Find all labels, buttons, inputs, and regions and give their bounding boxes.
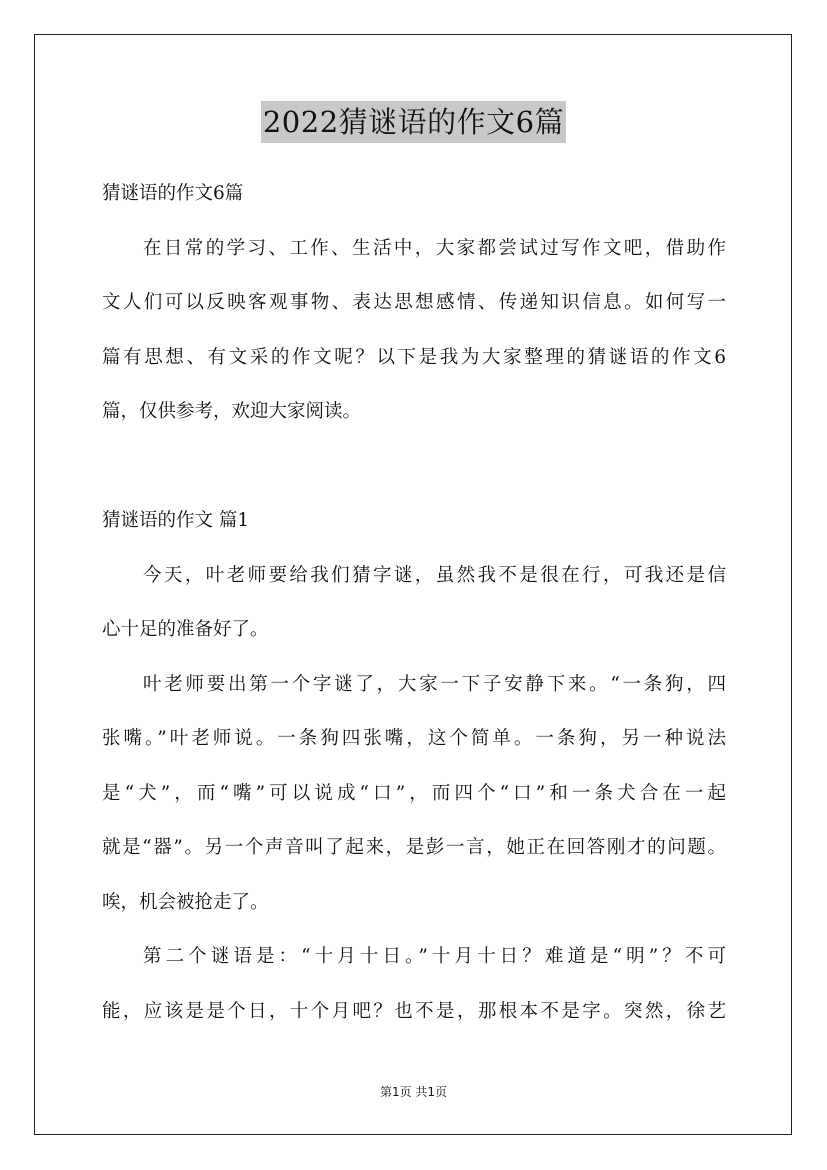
paragraph-line: 就是“器”。另一个声音叫了起来，是彭一言，她正在回答刚才的问题。: [102, 837, 726, 858]
paragraph-line: 心十足的准备好了。: [102, 619, 269, 640]
section-heading: 猜谜语的作文 篇1: [102, 510, 250, 531]
document-body: [102, 172, 726, 1044]
intro-line: 篇有思想、有文采的作文呢？以下是我为大家整理的猜谜语的作文6: [102, 346, 726, 368]
paragraph-line: 第二个谜语是：“十月十日。”十月十日？难道是“明”？不可: [143, 946, 726, 967]
paragraph-line: 叶老师要出第一个字谜了，大家一下子安静下来。“一条狗，四: [143, 673, 726, 695]
intro-line: 文人们可以反映客观事物、表达思想感情、传递知识信息。如何写一: [102, 292, 726, 313]
title-container: [0, 101, 827, 143]
paragraph-line: 是“犬”，而“嘴”可以说成“口”，而四个“口”和一条犬合在一起: [102, 782, 726, 804]
paragraph-line: 唉，机会被抢走了。: [102, 891, 269, 913]
subtitle: 猜谜语的作文6篇: [102, 183, 244, 204]
paragraph-gap: [102, 445, 726, 500]
intro-line: 在日常的学习、工作、生活中，大家都尝试过写作文吧，借助作: [143, 237, 726, 259]
intro-line: 篇，仅供参考，欢迎大家阅读。: [102, 401, 362, 422]
document-title: 2022猜谜语的作文6篇: [261, 101, 566, 143]
paragraph-line: 张嘴。”叶老师说。一条狗四张嘴，这个简单。一条狗，另一种说法: [102, 728, 726, 749]
page-footer: 第1页 共1页: [379, 1085, 448, 1099]
paragraph-line: 能，应该是是个日，十个月吧？也不是，那根本不是字。突然，徐艺: [102, 1000, 726, 1022]
paragraph-line: 今天，叶老师要给我们猜字谜，虽然我不是很在行，可我还是信: [143, 564, 726, 586]
